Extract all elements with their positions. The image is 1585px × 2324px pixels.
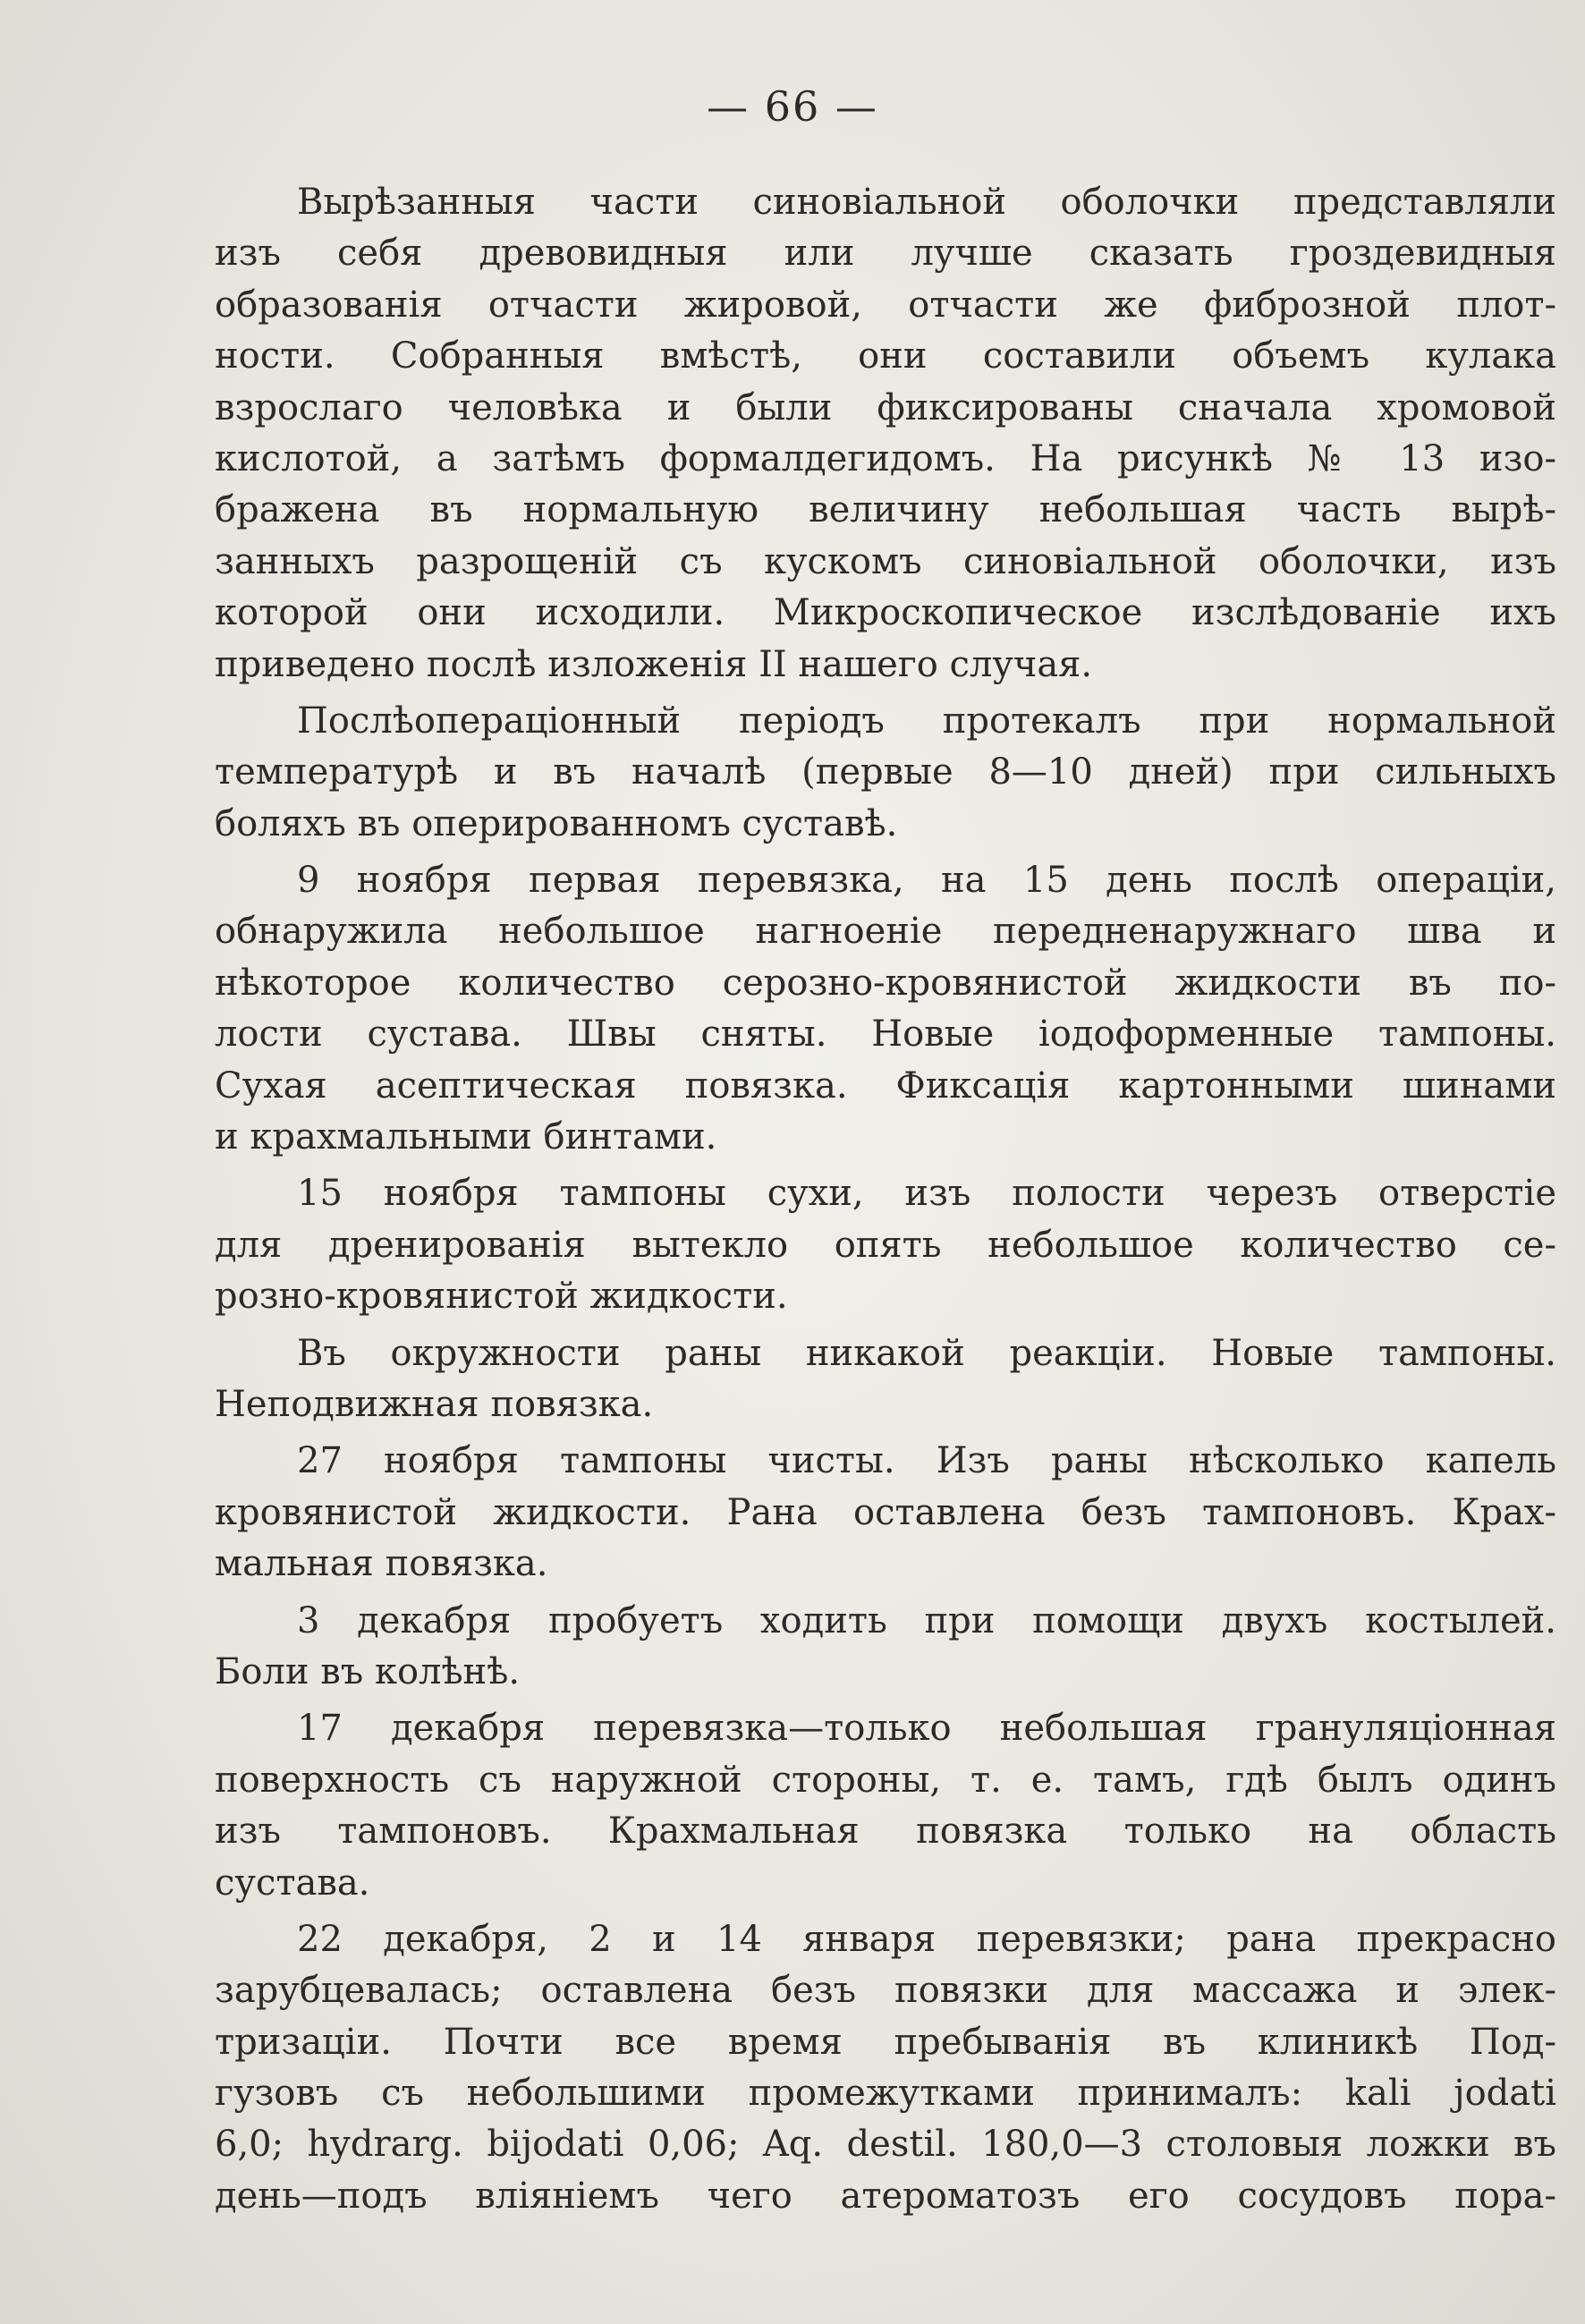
body-text [215,177,1556,2227]
text-line: зарубцевалась; оставлена безъ повязки для массажа и элек- [215,1970,1556,2012]
paragraph [215,1914,1556,2222]
text-line: 17 декабря перевязка—только небольшая грануляціонная [297,1708,1556,1750]
text-line: боляхъ въ оперированномъ суставѣ. [215,802,898,844]
text-line: 6,0; hydrarg. bijodati 0,06; Aq. destil. 180,0—3 столовыя ложки въ [215,2124,1556,2166]
text-line: тризаціи. Почти все время пребыванія въ клиникѣ Под- [215,2021,1556,2063]
text-line: образованія отчасти жировой, отчасти же фиброзной плот- [215,284,1556,326]
text-line: Боли въ колѣнѣ. [215,1650,521,1692]
paragraph [215,1436,1556,1590]
text-line: приведено послѣ изложенія II нашего случая. [215,643,1093,685]
text-line: 15 ноября тампоны сухи, изъ полости черезъ отверстіе [297,1173,1556,1215]
text-line: которой они исходили. Микроскопическое изслѣдованіе ихъ [215,592,1556,634]
text-line: Сухая асептическая повязка. Фиксація картонными шинами [215,1064,1556,1107]
text-line: Послѣоперaціонный періодъ протекалъ при нормальной [297,700,1556,742]
page-number: — 66 — [707,82,878,131]
paragraph [215,1328,1556,1431]
text-line: кровянистой жидкости. Рана оставлена безъ тампоновъ. Крах- [215,1491,1556,1533]
paragraph [215,1596,1556,1699]
text-line: розно-кровянистой жидкости. [215,1276,788,1318]
text-line: 22 декабря, 2 и 14 января перевязки; рана прекрасно [297,1918,1556,1960]
text-line: Неподвижная повязка. [215,1383,654,1425]
text-line: температурѣ и въ началѣ (первые 8—10 дней) при сильныхъ [215,751,1556,793]
paragraph [215,177,1556,691]
text-line: изъ себя древовидныя или лучше сказать гроздевидныя [215,233,1556,275]
paragraph [215,1703,1556,1909]
text-line: 27 ноября тампоны чисты. Изъ раны нѣсколько капель [297,1440,1556,1482]
text-line: взрослаго человѣка и были фиксированы сначала хромовой [215,386,1556,428]
text-line: и крахмальными бинтами. [215,1116,717,1158]
text-line: поверхность съ наружной стороны, т. е. тамъ, гдѣ былъ одинъ [215,1759,1556,1801]
text-line: бражена въ нормальную величину небольшая часть вырѣ- [215,489,1556,531]
text-line: лости сустава. Швы сняты. Новые іодоформенные тампоны. [215,1014,1556,1056]
text-line: Вырѣзанныя части синовіальной оболочки представляли [297,182,1556,223]
text-line: кислотой, а затѣмъ формалдегидомъ. На рисункѣ № 13 изо- [215,437,1556,479]
paragraph [215,1168,1556,1322]
text-line: мальная повязка. [215,1543,548,1585]
text-line: гузовъ съ небольшими промежутками принималъ: kali jodati [215,2073,1556,2115]
text-line: 3 декабря пробуетъ ходить при помощи двухъ костылей. [297,1599,1556,1641]
text-line: сустава. [215,1862,370,1904]
text-line: нѣкоторое количество серозно-кровянистой жидкости въ по- [215,962,1556,1004]
paragraph [215,696,1556,850]
text-line: для дренированія вытекло опять небольшое количество се- [215,1224,1556,1266]
text-line: обнаружила небольшое нагноеніе передненаружнаго шва и [215,911,1556,953]
text-line: занныхъ разрощеній съ кускомъ синовіальной оболочки, изъ [215,540,1556,582]
text-line: ности. Собранныя вмѣстѣ, они составили объемъ кулака [215,335,1556,377]
paragraph [215,855,1556,1163]
text-line: день—подъ вліяніемъ чего атероматозъ его сосудовъ пора- [215,2175,1556,2217]
text-line: изъ тампоновъ. Крахмальная повязка только на область [215,1811,1556,1853]
text-line: 9 ноября первая перевязка, на 15 день послѣ операціи, [297,860,1556,902]
text-line: Въ окружности раны никакой реакціи. Новые тампоны. [297,1332,1556,1374]
